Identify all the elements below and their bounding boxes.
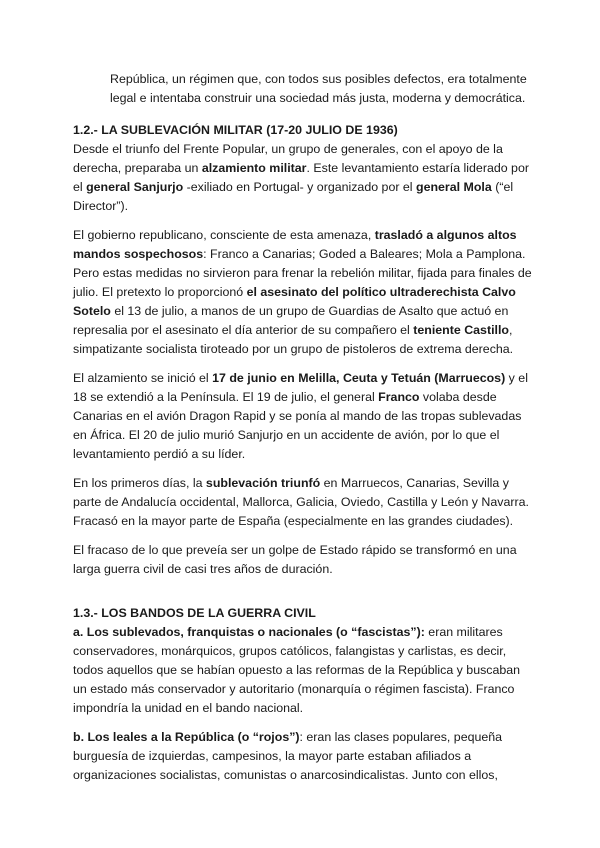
text-run: El alzamiento se inició el: [73, 371, 213, 385]
text-run: volaba desde Canarias en el avión Dragon Rapid y se ponía al mando de las tropas sublevadas en África. El 20 de julio murió Sanjurjo en un accidente de avión, por lo que el levantamiento perdió a su líder.: [73, 390, 522, 461]
text-run: -exiliado en Portugal- y organizado por el: [183, 180, 416, 194]
text-run: , simpatizante socialista tiroteado por un grupo de pistoleros de extrema derecha.: [73, 323, 514, 356]
text-run: eran militares conservadores, monárquicos, grupos católicos, falangistas y carlistas, es decir, todos aquellos que se habían opuesto a las reformas de la República y buscaban un estado más conservador y autoritario (monarquía o régimen fascista). Franco impondría la unidad en el bando nacional.: [73, 625, 521, 715]
bold-text: sublevación triunfó: [205, 476, 321, 490]
text-run: El gobierno republicano, consciente de esta amenaza,: [73, 228, 375, 242]
text-run: . Este levantamiento estaría liderado por el: [73, 161, 529, 194]
bold-text: b. Los leales a la República (o “rojos”): [73, 730, 300, 744]
document-page: [73, 70, 533, 795]
paragraph: [73, 140, 533, 216]
bold-text: 17 de junio en Melilla, Ceuta y Tetuán (Marruecos): [212, 371, 506, 385]
text-run: En los primeros días, la: [73, 476, 206, 490]
text-run: y el 18 se extendió a la Península. El 19 de julio, el general: [73, 371, 528, 404]
bold-text: trasladó a algunos altos mandos sospechosos: [73, 228, 517, 261]
paragraph: [73, 474, 533, 531]
bold-text: el asesinato del político ultraderechista Calvo Sotelo: [73, 285, 516, 318]
text-run: Desde el triunfo del Frente Popular, un grupo de generales, con el apoyo de la derecha, preparaba un: [73, 142, 503, 175]
bold-text: general Sanjurjo: [86, 180, 184, 194]
paragraph: [73, 369, 533, 464]
bold-text: a. Los sublevados, franquistas o nacionales (o “fascistas”):: [73, 625, 425, 639]
bold-text: teniente Castillo: [413, 323, 509, 337]
bold-text: general Mola: [416, 180, 492, 194]
paragraph: [73, 226, 533, 359]
text-run: : Franco a Canarias; Goded a Baleares; Mola a Pamplona. Pero estas medidas no sirvieron para frenar la rebelión militar, fijada para finales de julio. El pretexto lo proporcionó: [73, 247, 532, 299]
bold-text: alzamiento militar: [201, 161, 307, 175]
text-run: (“el Director”).: [73, 180, 514, 213]
paragraph: [73, 728, 533, 785]
bold-text: Franco: [378, 390, 420, 404]
text-run: : eran las clases populares, pequeña burguesía de izquierdas, campesinos, la mayor parte estaban afiliados a organizaciones socialistas, comunistas o anarcosindicalistas. Junto con ellos,: [73, 730, 503, 782]
paragraph: [73, 541, 533, 579]
text-run: El fracaso de lo que preveía ser un golpe de Estado rápido se transformó en una larga guerra civil de casi tres años de duración.: [73, 543, 517, 576]
text-run: el 13 de julio, a manos de un grupo de Guardias de Asalto que actuó en represalia por el asesinato el día anterior de su compañero el: [73, 304, 509, 337]
section-heading-1-3: 1.3.- LOS BANDOS DE LA GUERRA CIVIL: [73, 606, 316, 620]
text-run: en Marruecos, Canarias, Sevilla y parte de Andalucía occidental, Mallorca, Galicia, Oviedo, Castilla y León y Navarra. Fracasó en la mayor parte de España (especialmente en las grandes ciudades).: [73, 476, 529, 528]
section-heading-1-2: 1.2.- LA SUBLEVACIÓN MILITAR (17-20 JULIO DE 1936): [73, 123, 398, 137]
paragraph: [73, 623, 533, 718]
intro-quote: República, un régimen que, con todos sus posibles defectos, era totalmente legal e intentaba construir una sociedad más justa, moderna y democrática.: [110, 72, 527, 105]
